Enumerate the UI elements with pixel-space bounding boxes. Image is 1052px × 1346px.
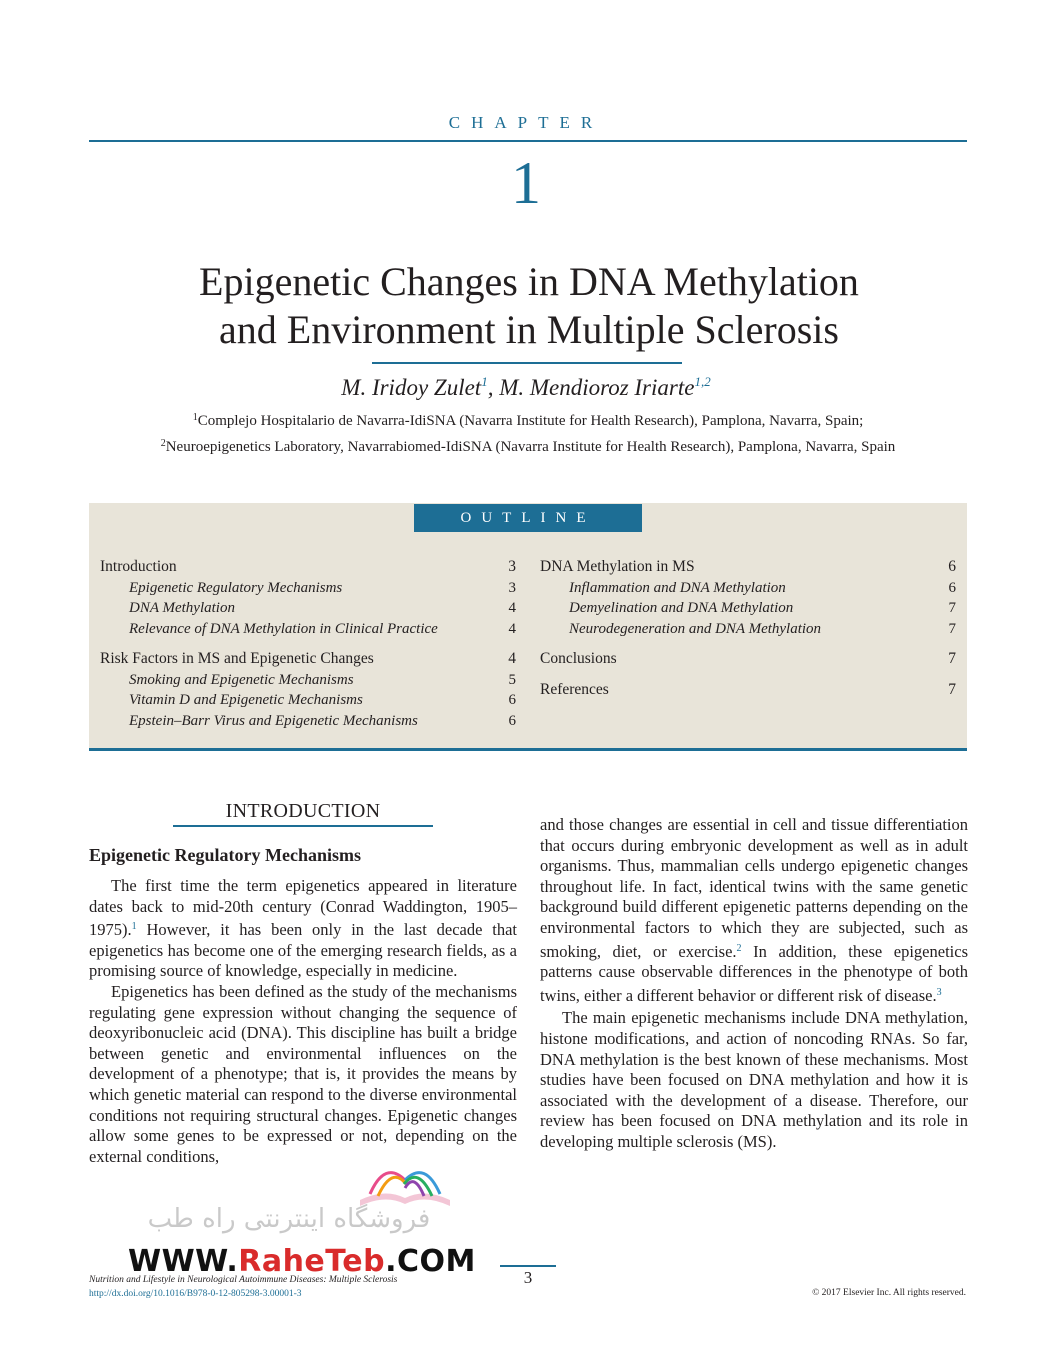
watermark-url[interactable] (128, 1244, 476, 1279)
paragraph-3 (540, 815, 968, 1006)
outline-item[interactable] (540, 598, 956, 619)
outline-item[interactable] (100, 649, 516, 670)
author-1: M. Iridoy Zulet (341, 375, 482, 400)
outline-item[interactable] (540, 578, 956, 599)
section-heading: INTRODUCTION (225, 800, 381, 822)
chapter-label: CHAPTER (448, 113, 604, 132)
outline-item[interactable] (100, 598, 516, 619)
paragraph-1-text: The first time the term epigenetics appeared in literature dates back to mid-20th century (Conrad Waddington, 1905–1975). (89, 876, 517, 940)
authors (0, 374, 1052, 401)
footer-book-title: Nutrition and Lifestyle in Neurological Autoimmune Diseases: Multiple Sclerosis (89, 1275, 398, 1285)
outline-item-title: Inflammation and DNA Methylation (569, 579, 786, 596)
outline-item[interactable] (540, 680, 956, 701)
paragraph-4: The main epigenetic mechanisms include DNA methylation, histone modifications, and action of noncoding RNAs. So far, DNA methylation is the best known of these mechanisms. Most studies have been focused on DNA methylation and how it is associated with the development of a disease. Therefore, our review has been focused on DNA methylation and its role in developing multiple sclerosis (MS). (540, 1008, 968, 1151)
outline-item-title: Neurodegeneration and DNA Methylation (569, 620, 822, 637)
outline-item-page: 4 (508, 620, 516, 637)
affiliation-1 (88, 412, 968, 430)
citation-3[interactable]: 3 (936, 986, 942, 998)
outline-item-title: Vitamin D and Epigenetic Mechanisms (129, 692, 363, 708)
outline-item-title: Demyelination and DNA Methylation (569, 600, 794, 616)
watermark-book-logo-icon (350, 1150, 460, 1210)
body-column-left (89, 876, 517, 1167)
outline-label: OUTLINE (414, 504, 642, 532)
watermark-url-prefix: WWW. (128, 1244, 239, 1279)
outline-item-page: 4 (508, 600, 516, 616)
author-2: M. Mendioroz Iriarte (499, 375, 695, 400)
chapter-rule (89, 140, 967, 142)
citation-2[interactable]: 2 (736, 942, 742, 954)
outline-item-title: Relevance of DNA Methylation in Clinical Practice (129, 620, 438, 637)
outline-right-column (540, 557, 956, 700)
title-line-1: Epigenetic Changes in DNA Methylation (199, 259, 859, 304)
outline-item[interactable] (100, 711, 516, 732)
outline-item-page: 3 (508, 558, 516, 575)
paragraph-1 (89, 876, 517, 982)
outline-item-page: 6 (948, 558, 956, 575)
outline-item[interactable] (100, 690, 516, 711)
footer-copyright: © 2017 Elsevier Inc. All rights reserved. (812, 1288, 966, 1298)
outline-left-column (100, 557, 516, 731)
outline-item-page: 7 (948, 620, 956, 637)
outline-item-title: References (540, 680, 609, 698)
outline-item-title: DNA Methylation in MS (540, 558, 695, 575)
outline-item[interactable] (100, 670, 516, 691)
outline-item[interactable] (540, 557, 956, 578)
outline-item-page: 6 (508, 712, 516, 729)
watermark-persian-text: فروشگاه اینترنتی راه طب (147, 1204, 431, 1234)
outline-item-page: 5 (508, 671, 516, 688)
outline-item-page: 7 (948, 650, 956, 667)
outline-item-page: 6 (508, 692, 516, 708)
outline-item-title: Conclusions (540, 650, 617, 667)
page-number: 3 (523, 1268, 533, 1287)
body-column-right (540, 815, 968, 1153)
author-separator: , (487, 375, 500, 400)
title-rule (372, 362, 682, 364)
outline-item[interactable] (100, 619, 516, 640)
outline-item-page: 3 (508, 579, 516, 596)
subsection-heading: Epigenetic Regulatory Mechanisms (89, 845, 361, 865)
citation-1[interactable]: 1 (131, 921, 137, 933)
outline-item[interactable] (540, 619, 956, 640)
paragraph-3-text-cont: In addition, these epigenetics patterns cause observable differences in the phenotype of both twins, either a different behavior or different risk of disease. (540, 941, 968, 1005)
outline-item[interactable] (100, 557, 516, 578)
outline-item-page: 7 (948, 680, 956, 698)
outline-item-page: 7 (948, 600, 956, 616)
affiliation-1-text: Complejo Hospitalario de Navarra-IdiSNA (Navarra Institute for Health Research), Pamplona, Navarra, Spain; (197, 413, 864, 429)
paragraph-2: Epigenetics has been defined as the study of the mechanisms regulating gene expression without changing the sequence of deoxyribonucleic acid (DNA). This discipline has built a bridge between genetic and environmental influences on the development of a phenotype; that is, it provides the means by which genetic material can respond to the diverse environmental conditions not requiring structural changes. Epigenetic changes allow some genes to be expressed or not, depending on the external conditions, (89, 981, 517, 1166)
outline-item[interactable] (540, 649, 956, 670)
author-1-affil[interactable]: 1 (481, 374, 488, 389)
outline-item-page: 4 (508, 650, 516, 667)
section-heading-rule (173, 825, 433, 827)
outline-item-title: Smoking and Epigenetic Mechanisms (129, 671, 354, 688)
outline-item[interactable] (100, 578, 516, 599)
paragraph-3-text: and those changes are essential in cell and tissue differentiation that occurs during embryonic development as well as in adult organisms. Thus, mammalian cells undergo epigenetic changes throughout life. In fact, identical twins with the same genetic background build different epigenetic patterns depending on the environmental factors to which they are subjected, such as smoking, diet, or exercise. (540, 815, 968, 961)
paragraph-1-text-cont: However, it has been only in the last decade that epigenetics has become one of the emerging research fields, as a promising source of knowledge, especially in medicine. (89, 920, 517, 981)
affiliation-2 (88, 438, 968, 456)
outline-item-title: Epstein–Barr Virus and Epigenetic Mechanisms (129, 712, 418, 729)
affiliation-2-marker: 2 (160, 438, 166, 449)
outline-item-title: DNA Methylation (129, 600, 235, 616)
outline-item-title: Introduction (100, 558, 177, 575)
affiliation-2-text: Neuroepigenetics Laboratory, Navarrabiomed-IdiSNA (Navarra Institute for Health Research), Pamplona, Navarra, Spain (165, 439, 896, 455)
page-number-rule (500, 1265, 556, 1267)
title-line-2: and Environment in Multiple Sclerosis (219, 307, 839, 352)
author-2-affil[interactable]: 1,2 (694, 374, 711, 389)
footer-doi-link[interactable]: http://dx.doi.org/10.1016/B978-0-12-805298-3.00001-3 (89, 1289, 302, 1299)
affiliation-1-marker: 1 (192, 412, 198, 423)
outline-item-page: 6 (948, 579, 956, 596)
watermark-url-brand: RaheTeb (238, 1244, 386, 1279)
outline-item-title: Epigenetic Regulatory Mechanisms (129, 579, 343, 596)
outline-item-title: Risk Factors in MS and Epigenetic Changes (100, 650, 374, 667)
chapter-title (90, 258, 968, 354)
watermark-url-suffix: .COM (385, 1244, 476, 1279)
chapter-number: 1 (511, 150, 541, 216)
